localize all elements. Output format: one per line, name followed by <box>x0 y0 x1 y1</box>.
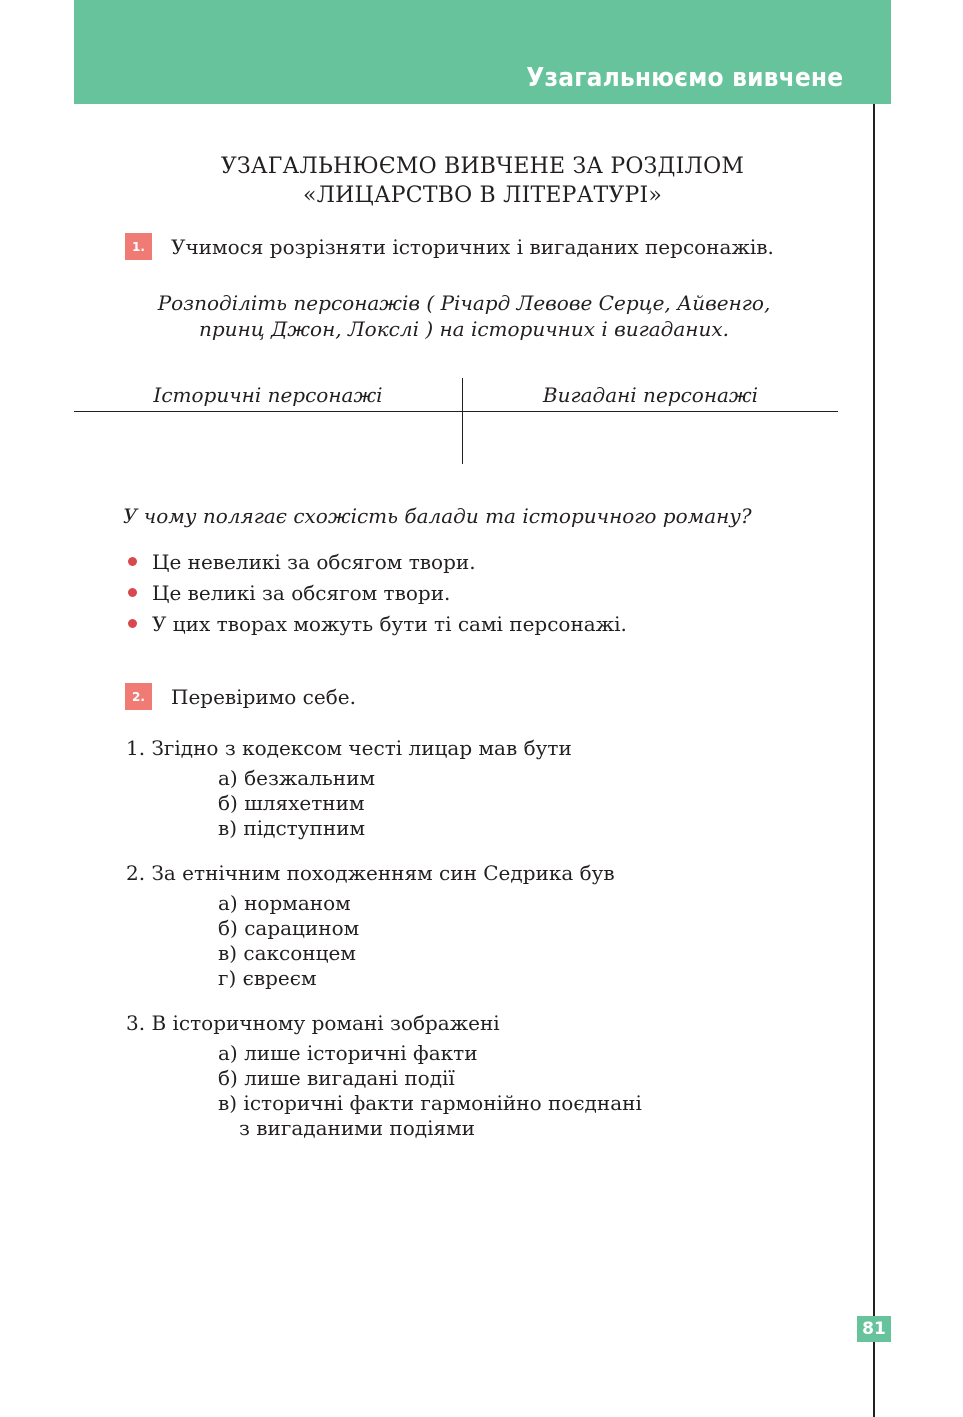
page-title-line-1: УЗАГАЛЬНЮЄМО ВИВЧЕНЕ ЗА РОЗДІЛОМ <box>220 154 745 179</box>
instruction-line-1: Розподіліть персонажів ( Річард Левове Серце, Айвенго, <box>157 291 771 315</box>
bullet-icon <box>128 557 137 566</box>
option: а) норманом <box>218 891 351 915</box>
quiz-options-2 <box>218 891 359 991</box>
option: г) євреєм <box>218 966 317 990</box>
table-divider-horizontal <box>74 411 838 412</box>
fictional-column-header: Вигадані персонажі <box>542 383 759 407</box>
instruction-line-2: принц Джон, Локслі ) на історичних і вигаданих. <box>199 317 729 341</box>
quiz-question-1: 1. Згідно з кодексом честі лицар мав бути <box>126 736 572 760</box>
list-item: У цих творах можуть бути ті самі персонажі. <box>128 608 627 639</box>
quiz-question-2: 2. За етнічним походженням син Седрика був <box>126 861 615 885</box>
bullet-icon <box>128 588 137 597</box>
option-continuation: з вигаданими подіями <box>239 1116 475 1140</box>
option: б) лише вигадані події <box>218 1066 455 1090</box>
header-band <box>74 0 891 104</box>
task-1 <box>125 233 774 260</box>
option: а) безжальним <box>218 766 376 790</box>
historical-column-header: Історичні персонажі <box>153 383 383 407</box>
list-item: Це невеликі за обсягом твори. <box>128 546 627 577</box>
task-1-text: Учимося розрізняти історичних і вигаданих персонажів. <box>171 234 774 259</box>
page-number: 81 <box>857 1316 891 1342</box>
quiz-question-3: 3. В історичному романі зображені <box>126 1011 500 1035</box>
option: в) саксонцем <box>218 941 356 965</box>
margin-rule <box>873 104 875 1417</box>
quiz-options-1 <box>218 766 375 841</box>
task-number-badge: 1. <box>125 233 152 260</box>
task-number-badge: 2. <box>125 683 152 710</box>
table-divider-vertical <box>462 378 463 464</box>
task-2-text: Перевіримо себе. <box>171 684 356 709</box>
bullet-icon <box>128 619 137 628</box>
characters-table <box>74 378 838 464</box>
similarity-question: У чому полягає схожість балади та історичного роману? <box>123 504 752 528</box>
quiz-options-3 <box>218 1041 642 1141</box>
option: б) сарацином <box>218 916 360 940</box>
option: в) підступним <box>218 816 366 840</box>
page-title-line-2: «ЛИЦАРСТВО В ЛІТЕРАТУРІ» <box>302 183 663 208</box>
section-title: Узагальнюємо вивчене <box>525 63 843 93</box>
option: а) лише історичні факти <box>218 1041 478 1065</box>
answer-bullet-list <box>128 546 627 639</box>
option: б) шляхетним <box>218 791 365 815</box>
list-item: Це великі за обсягом твори. <box>128 577 627 608</box>
option: в) історичні факти гармонійно поєднані <box>218 1091 642 1115</box>
task-2 <box>125 683 356 710</box>
